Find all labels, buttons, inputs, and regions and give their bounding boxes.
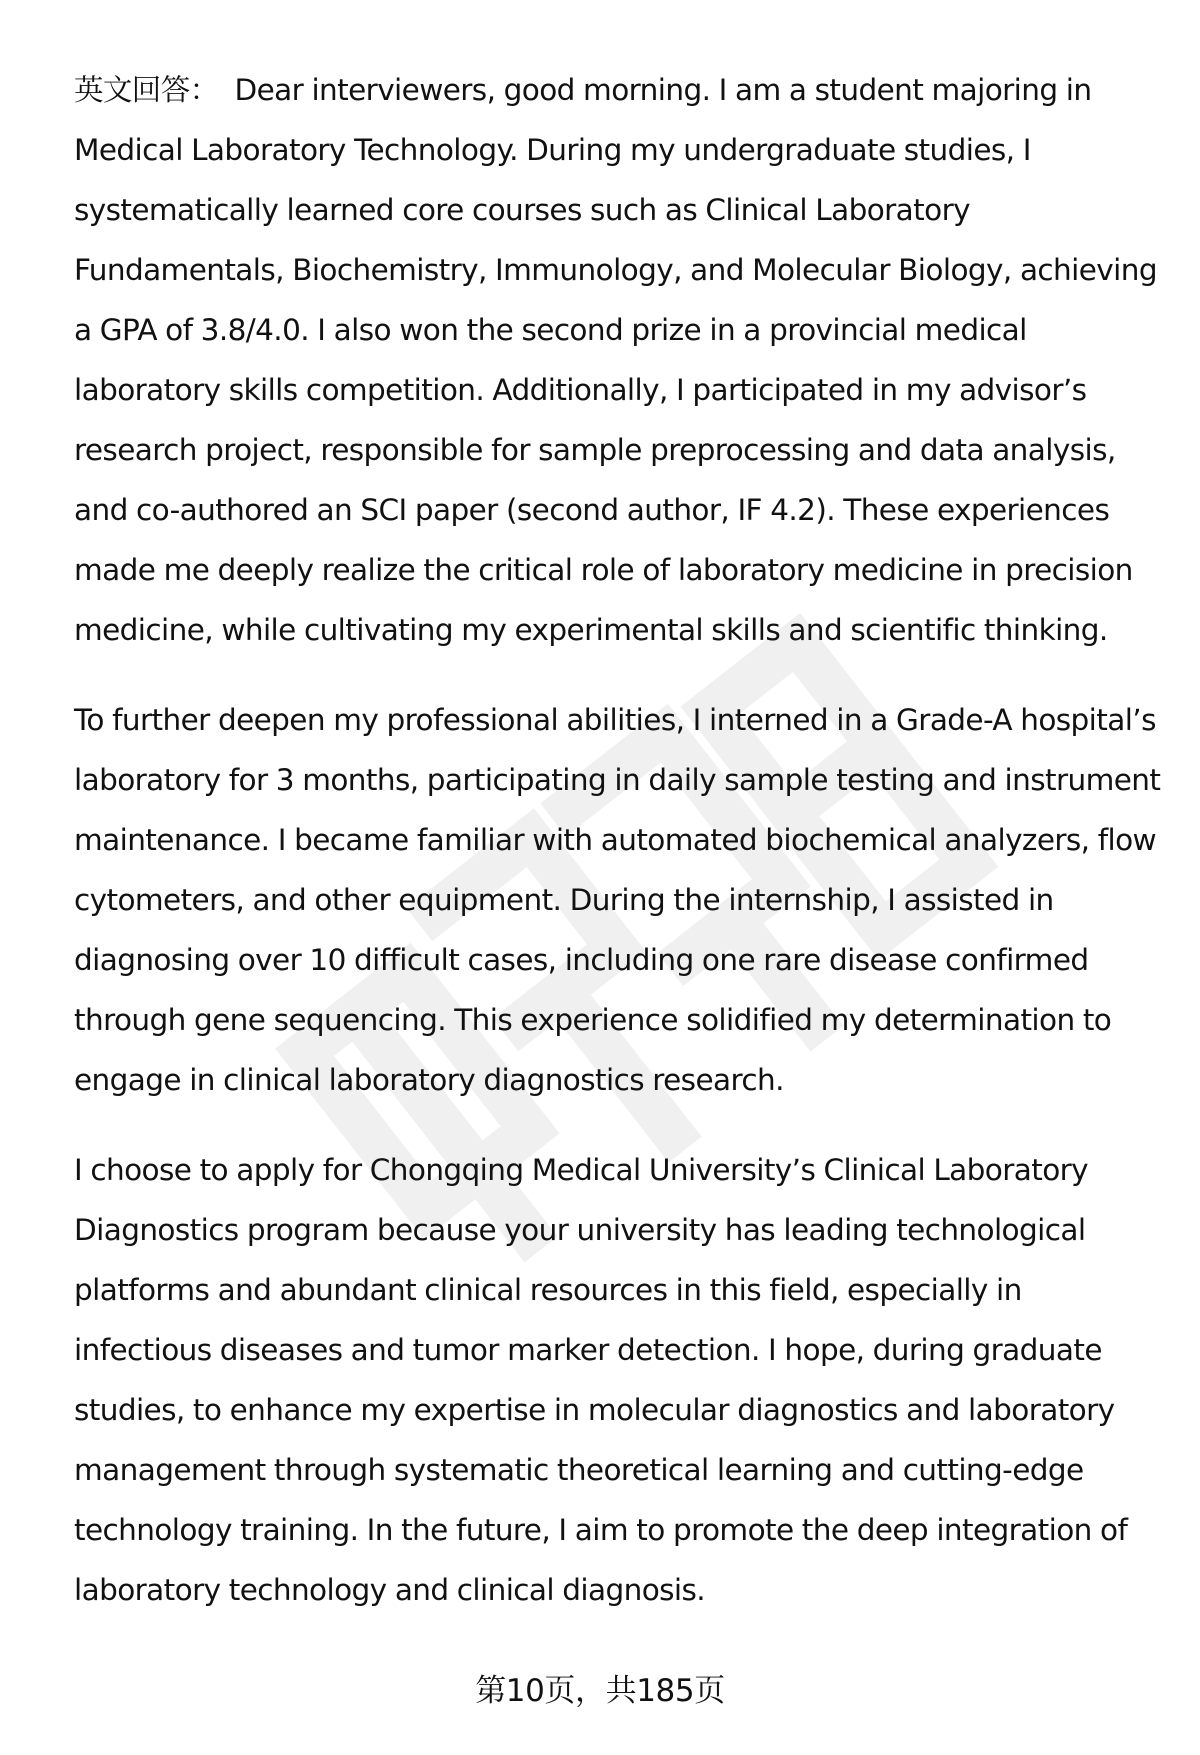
paragraph-1-prefix: 英文回答： xyxy=(74,73,219,107)
page-number: 第10页，共185页 xyxy=(475,1673,725,1709)
paragraph-3: I choose to apply for Chongqing Medical University’s Clinical Laboratory Diagnostics program because your university has leading technological platforms and abundant clinical resources in this field, especially in infectious diseases and tumor marker detection. I hope, during graduate studies, to enhance my expertise in molecular diagnostics and laboratory management through systematic theoretical learning and cutting-edge technology training. In the future, I aim to promote the deep integration of laboratory technology and clinical diagnosis. xyxy=(74,1153,1128,1607)
paragraph-2: To further deepen my professional abilities, I interned in a Grade-A hospital’s laboratory for 3 months, participating in daily sample testing and instrument maintenance. I became familiar with automated biochemical analyzers, flow cytometers, and other equipment. During the internship, I assisted in diagnosing over 10 difficult cases, including one rare disease confirmed through gene sequencing. This experience solidified my determination to engage in clinical laboratory diagnostics research. xyxy=(74,703,1161,1097)
paragraph-1 xyxy=(74,60,1164,660)
document-body xyxy=(74,60,1164,1650)
paragraph-1-body: Dear interviewers, good morning. I am a student majoring in Medical Laboratory Technology. During my undergraduate studies, I systematically learned core courses such as Clinical Laboratory Fundamentals, Biochemistry, Immunology, and Molecular Biology, achieving a GPA of 3.8/4.0. I also won the second prize in a provincial medical laboratory skills competition. Additionally, I participated in my advisor’s research project, responsible for sample preprocessing and data analysis, and co-authored an SCI paper (second author, IF 4.2). These experiences made me deeply realize the critical role of laboratory medicine in precision medicine, while cultivating my experimental skills and scientific thinking. xyxy=(74,73,1157,647)
